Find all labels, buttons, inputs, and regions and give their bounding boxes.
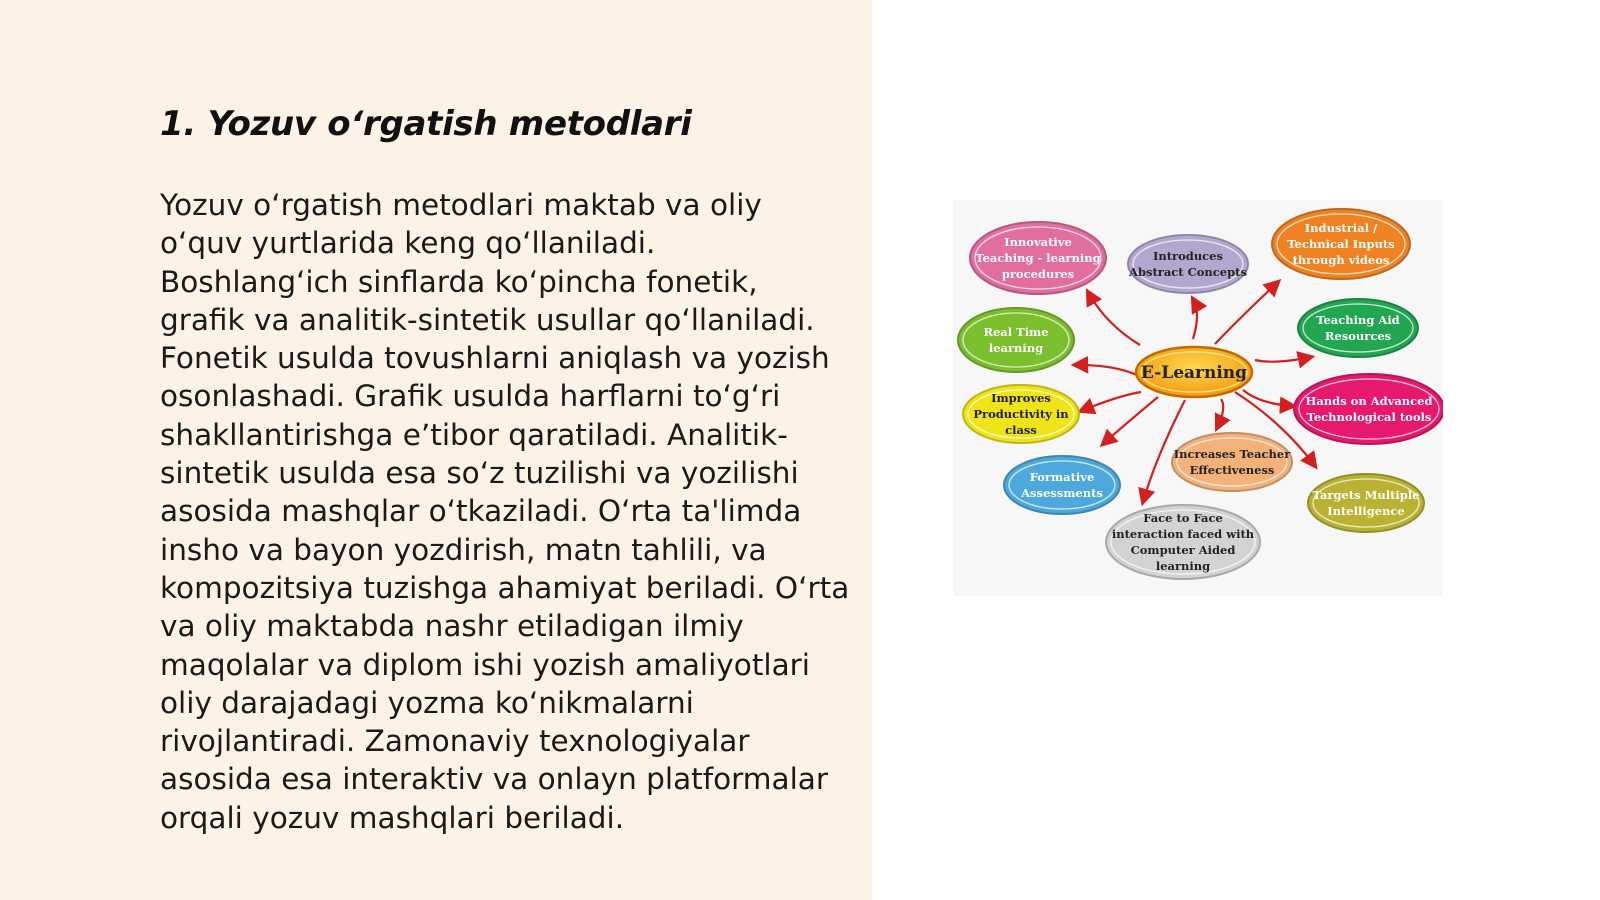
center-label: E-Learning: [1140, 363, 1248, 383]
bubble-8-line-1: Assessments: [1021, 486, 1103, 500]
e-learning-mindmap: [953, 200, 1443, 596]
bubble-10-line-2: Computer Aided: [1130, 543, 1236, 557]
bubble-6-line-1: Technological tools: [1306, 410, 1432, 424]
bubble-9-line-0: Targets Multiple: [1312, 488, 1420, 502]
bubble-7: [1172, 433, 1292, 491]
bubble-7-line-0: Increases Teacher: [1173, 447, 1291, 461]
bubble-8-line-0: Formative: [1029, 470, 1095, 484]
arrow-3: [1075, 365, 1139, 376]
bubble-1: [1128, 235, 1248, 293]
arrow-1: [1193, 299, 1197, 339]
bubble-3-line-0: Real Time: [983, 325, 1049, 339]
bubble-5-line-1: Productivity in: [973, 407, 1069, 421]
bubble-2-line-2: through videos: [1292, 253, 1390, 267]
bubble-2-line-1: Technical Inputs: [1287, 237, 1395, 251]
bubble-9-line-1: Intelligence: [1327, 504, 1405, 518]
arrow-5: [1081, 392, 1141, 411]
bubble-10-line-0: Face to Face: [1143, 511, 1223, 525]
bubble-2: [1272, 209, 1410, 279]
bubble-5-line-2: class: [1005, 423, 1037, 437]
bubble-4: [1298, 299, 1418, 357]
bubble-8: [1004, 456, 1120, 514]
bubble-1-line-0: Introduces: [1153, 249, 1223, 263]
bubble-2-line-0: Industrial /: [1304, 221, 1378, 235]
arrow-0: [1088, 292, 1140, 345]
slide-title: 1. Yozuv o‘rgatish metodlari: [160, 104, 692, 144]
bubble-0: [970, 222, 1106, 294]
bubble-4-line-1: Resources: [1324, 329, 1392, 343]
bubble-7-line-1: Effectiveness: [1189, 463, 1275, 477]
bubble-3-line-1: learning: [988, 341, 1044, 355]
slide-paragraph: Yozuv o‘rgatish metodlari maktab va oliy o‘quv yurtlarida keng qo‘llaniladi. Boshlang‘ich sinflarda ko‘pincha fonetik, grafik va analitik-sintetik usullar qo‘llaniladi. Fonetik usulda tovushlarni aniqlash va yozish osonlashadi. Grafik usulda harflarni to‘g‘ri shakllantirishga e’tibor qaratiladi. Analitik-sintetik usulda esa so‘z tuzilishi va yozilishi asosida mashqlar o‘tkaziladi. O‘rta ta'limda insho va bayon yozdirish, matn tahlili, va kompozitsiya tuzishga ahamiyat beriladi. O‘rta va oliy maktabda nashr etiladigan ilmiy maqolalar va diplom ishi yozish amaliyotlari oliy darajadagi yozma ko‘nikmalarni rivojlantiradi. Zamonaviy texnologiyalar asosida esa interaktiv va onlayn platformalar orqali yozuv mashqlari beriladi.: [160, 188, 850, 835]
bubble-0-line-1: Teaching - learning: [975, 251, 1101, 265]
arrow-2: [1215, 282, 1278, 344]
bubble-5-line-0: Improves: [991, 391, 1051, 405]
bubble-10-line-1: interaction faced with: [1111, 527, 1255, 541]
arrow-8: [1103, 397, 1158, 444]
arrow-4: [1255, 357, 1311, 362]
bubble-6: [1294, 374, 1443, 444]
bubble-0-line-0: Innovative: [1004, 235, 1072, 249]
bubble-6-line-0: Hands on Advanced: [1305, 394, 1433, 408]
bubble-1-line-1: Abstract Concepts: [1129, 265, 1247, 279]
bubble-10: [1106, 505, 1260, 579]
arrow-7: [1217, 399, 1223, 428]
bubble-9: [1308, 474, 1424, 532]
bubble-3: [958, 308, 1074, 372]
center-node: [1136, 347, 1252, 397]
e-learning-diagram: [953, 200, 1443, 596]
bubble-0-line-2: procedures: [1001, 267, 1075, 281]
bubble-10-line-3: learning: [1155, 559, 1211, 573]
bubble-5: [963, 385, 1079, 443]
bubble-4-line-0: Teaching Aid: [1316, 313, 1400, 327]
